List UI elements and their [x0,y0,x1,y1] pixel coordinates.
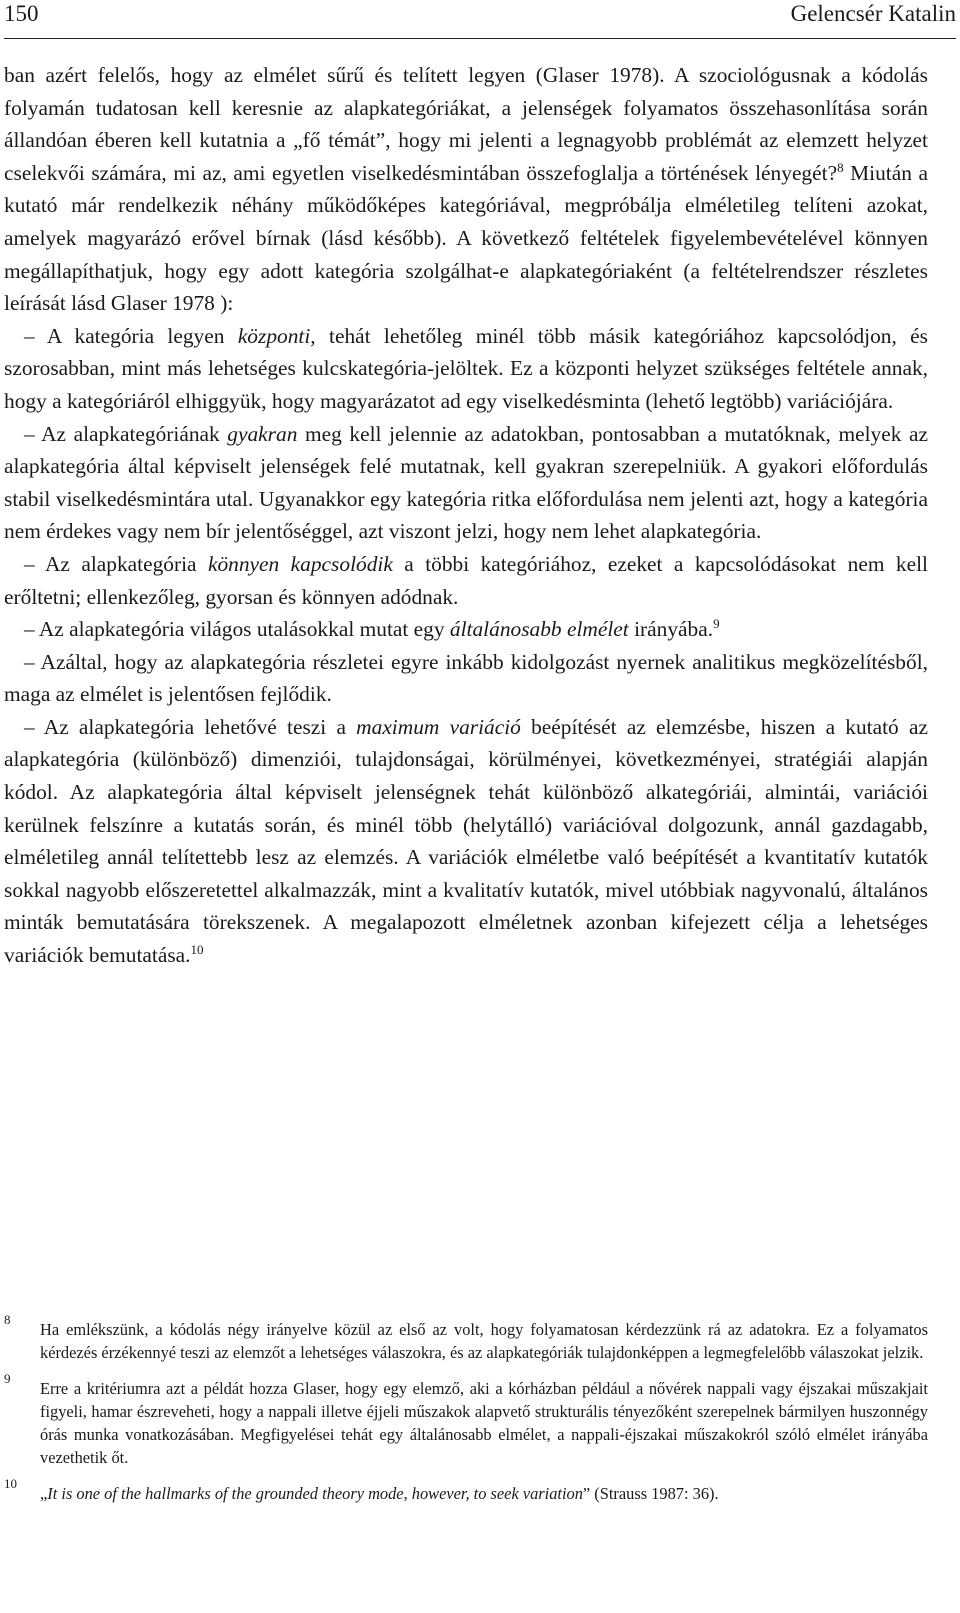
criterion-connects: – Az alapkategória könnyen kapcsolódik a többi kategóriához, ezeket a kapcsolódásokat nem kell erőltetni; ellenkezőleg, gyorsan és könnyen adódnak. [4,551,928,609]
paragraph-intro: ban azért felelős, hogy az elmélet sűrű és telített legyen (Glaser 1978). A szociológusnak a kódolás folyamán tudatosan kell keresnie az alapkategóriákat, a jelenségek folyamatos összehasonlítása során állandóan éberen kell kutatnia a „fő témát”, hogy mi jelenti a legnagyobb problémát az elemzett helyzet cselekvői számára, mi az, ami egyetlen viselkedésmintában összefoglalja a történések lényegét?$^8$ Miután a kutató már rendelkezik néhány működőképes kategóriával, megpróbálja elméletileg telíteni azokat, amelyek magyarázó erővel bírnak (lásd később). A következő feltételek figyelembevételével könnyen megállapíthatjuk, hogy egy adott kategória szolgálhat-e alapkategóriaként (a feltételrendszer részletes leírását lásd Glaser 1978 ): [4,63,929,316]
footnotes [4,1312,928,1505]
footnote-text: „It is one of the hallmarks of the grounded theory mode, however, to seek variation” (Strauss 1987: 36). [40,1483,719,1503]
footnote-ref-9[interactable]: 9 [713,615,720,631]
page-number: 150 [4,1,39,26]
criterion-general-theory: – Az alapkategória világos utalásokkal mutat egy általánosabb elmélet irányába.$^9$ [24,615,720,642]
criterion-theory-develops: – Azáltal, hogy az alapkategória részletei egyre inkább kidolgozást nyernek analitikus megközelítésből, maga az elmélet is jelentősen fejlődik. [4,649,928,707]
criterion-central: – A kategória legyen központi, tehát lehetőleg minél több másik kategóriához kapcsolódjon, és szorosabban, mint más lehetséges kulcskategória-jelöltek. Ez a központi helyzet szükséges feltétele annak, hogy a kategóriáról elhiggyük, hogy magyarázatot ad egy viselkedésminta (lehető legtöbb) variációjára. [4,323,928,413]
footnote-9 [4,1370,928,1470]
footnote-ref-8[interactable]: 8 [837,159,844,175]
footnote-mark: 8 [4,1312,11,1327]
criterion-frequent: – Az alapkategóriának gyakran meg kell jelennie az adatokban, pontosabban a mutatóknak, melyek az alapkategória által képviselt jelenségek felé mutatnak, kell gyakran szerepelniük. A gyakori előfordulás stabil viselkedésmintára utal. Ugyanakkor egy kategória ritka előfordulása nem jelenti azt, hogy a kategória nem érdekes vagy nem bír jelentőséggel, azt viszont jelzi, hogy nem lehet alapkategória. [4,421,928,544]
footnote-10 [4,1475,928,1505]
footnote-8 [4,1312,928,1365]
running-title: Gelencsér Katalin [790,1,956,26]
criterion-max-variation: – Az alapkategória lehetővé teszi a maximum variáció beépítését az elemzésbe, hiszen a kutató az alapkategória (különböző) dimenziói, tulajdonságai, körülményei, következményei, stratégiái alapján kódol. Az alapkategória által képviselt jelenségnek tehát különböző alkategóriái, almintái, variációi kerülnek felszínre a kutatás során, és minél több (helytálló) variációval dolgozunk, annál gazdagabb, elméletileg annál telítettebb lesz az elemzés. A variációk elméletbe való beépítését a kvantitatív kutatók sokkal nagyobb előszeretettel alkalmazzák, mint a kvalitatív kutatók, mivel utóbbiak nagyvonalú, általános minták bemutatására törekszenek. A megalapozott elméletnek azonban kifejezett célja a lehetséges variációk bemutatása.$^{10}$ [4,714,928,968]
footnote-ref-10[interactable]: 10 [190,941,204,957]
footnote-text: Erre a kritériumra azt a példát hozza Glaser, hogy egy elemző, aki a kórházban például a nővérek nappali vagy éjszakai műszakjait figyeli, hamar észreveheti, hogy a nappali illetve éjjeli műszakok alapvető strukturális tényezőként szerepelnek bármilyen huszonnégy órás munka vonatkozásában. Megfigyelései tehát egy általánosabb elmélet, a nappali-éjszakai műszakokról szóló elmélet irányába vezethetik őt. [40,1378,928,1468]
page-header [4,0,956,39]
main-text [4,59,928,972]
footnote-mark: 10 [4,1475,17,1491]
footnote-text: Ha emlékszünk, a kódolás négy irányelve közül az első az volt, hogy folyamatosan kérdezzünk rá az adatokra. Ez a folyamatos kérdezés érzékennyé teszi az elemzőt a lehetséges válaszokra, és az alapkategóriák tulajdonképpen a legmegfelelőbb válaszokat jelzik. [40,1320,928,1363]
footnote-mark: 9 [4,1370,11,1386]
